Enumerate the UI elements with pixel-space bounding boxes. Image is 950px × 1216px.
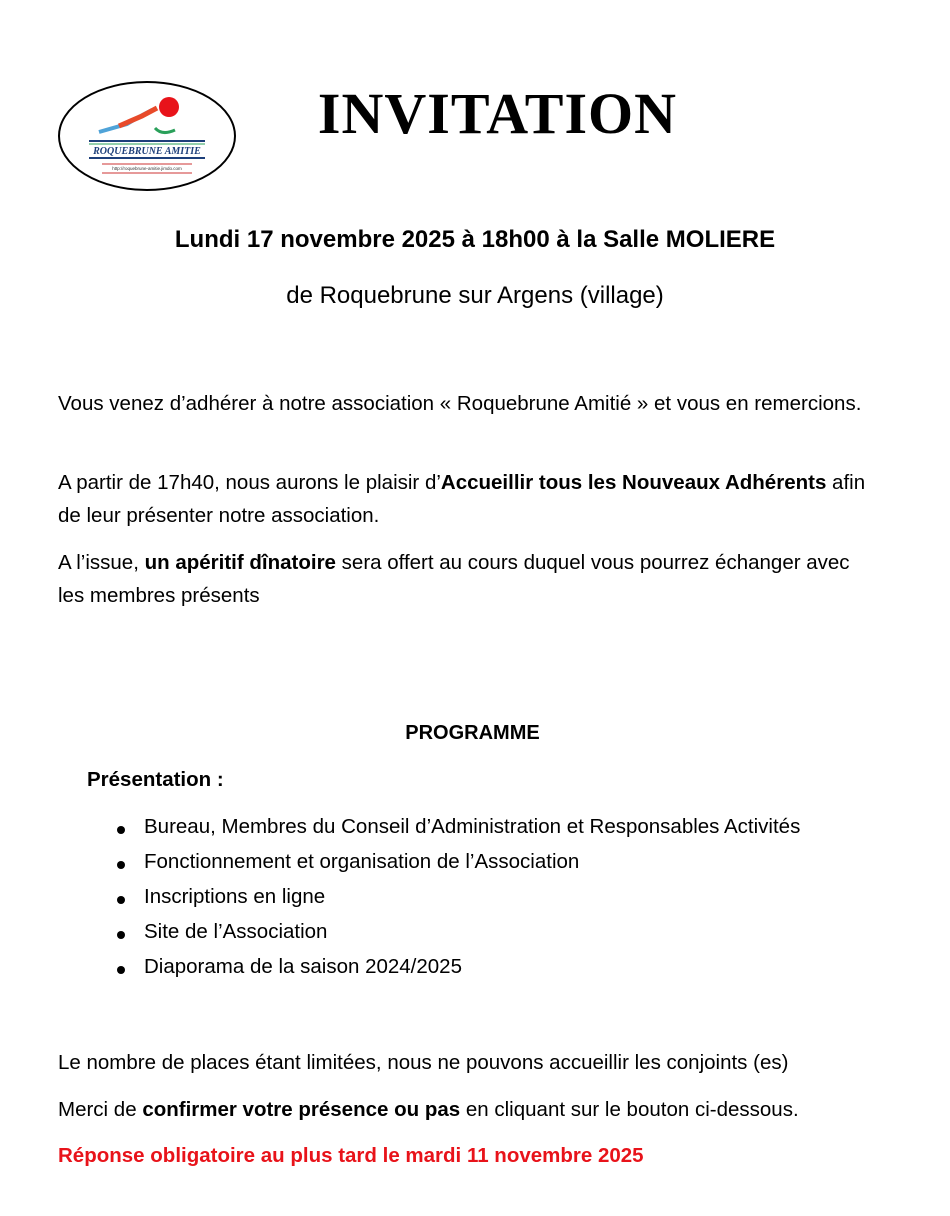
welcome-paragraph: Vous venez d’adhérer à notre association « Roquebrune Amitié » et vous en remercions. bbox=[58, 392, 862, 415]
programme-list bbox=[115, 815, 800, 990]
text: sera offert au cours duquel vous pourrez échanger avec les membres présents bbox=[58, 551, 850, 607]
svg-text:ROQUEBRUNE AMITIE: ROQUEBRUNE AMITIE bbox=[93, 146, 201, 157]
list-item: Fonctionnement et organisation de l’Association bbox=[115, 850, 800, 885]
text: en cliquant sur le bouton ci-dessous. bbox=[460, 1098, 799, 1121]
list-item: Diaporama de la saison 2024/2025 bbox=[115, 955, 800, 990]
deadline-notice: Réponse obligatoire au plus tard le mardi 11 novembre 2025 bbox=[58, 1144, 644, 1167]
text: A partir de 17h40, nous aurons le plaisir d’ bbox=[58, 471, 441, 494]
list-item: Site de l’Association bbox=[115, 920, 800, 955]
aperitif-paragraph bbox=[58, 546, 878, 612]
text: Merci de bbox=[58, 1098, 143, 1121]
text: A l’issue, bbox=[58, 551, 145, 574]
places-notice: Le nombre de places étant limitées, nous ne pouvons accueillir les conjoints (es) bbox=[58, 1051, 789, 1074]
roquebrune-amitie-logo bbox=[57, 80, 237, 192]
programme-heading: PROGRAMME bbox=[405, 722, 540, 744]
text: afin de leur présenter notre association. bbox=[58, 471, 866, 527]
confirm-notice bbox=[58, 1093, 938, 1126]
emphasis: confirmer votre présence ou pas bbox=[142, 1098, 461, 1121]
page-title: INVITATION bbox=[317, 81, 678, 146]
svg-text:http://roquebrune-amitie.jimdo: http://roquebrune-amitie.jimdo.com bbox=[112, 166, 182, 171]
list-item: Inscriptions en ligne bbox=[115, 885, 800, 920]
event-place: de Roquebrune sur Argens (village) bbox=[286, 282, 664, 309]
presentation-subheading: Présentation : bbox=[87, 768, 224, 791]
emphasis: Accueillir tous les Nouveaux Adhérents bbox=[440, 471, 827, 494]
emphasis: un apéritif dînatoire bbox=[144, 551, 336, 574]
reception-paragraph bbox=[58, 466, 878, 532]
list-item: Bureau, Membres du Conseil d’Administration et Responsables Activités bbox=[115, 815, 800, 850]
event-date: Lundi 17 novembre 2025 à 18h00 à la Salle MOLIERE bbox=[174, 226, 776, 253]
